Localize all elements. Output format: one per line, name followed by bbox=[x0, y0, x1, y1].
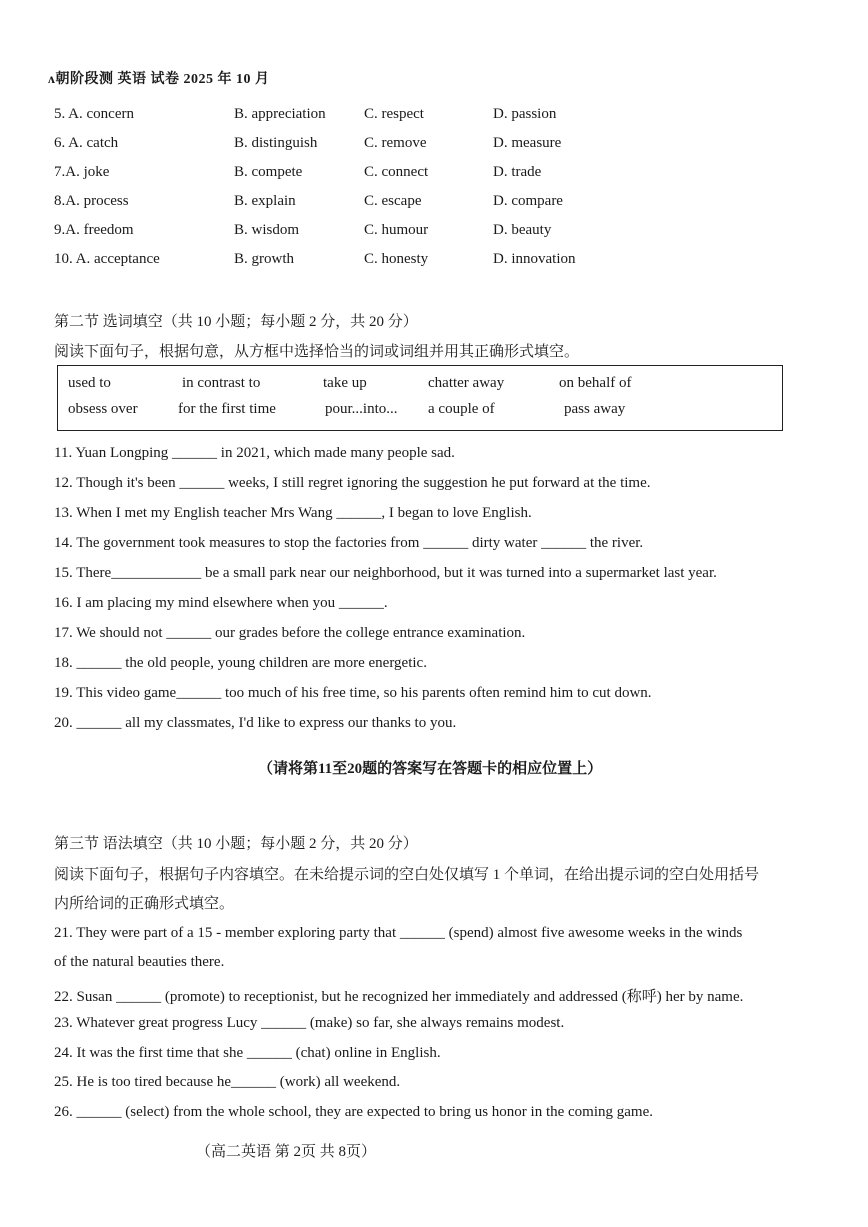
question-26: 26. ______ (select) from the whole school, they are expected to bring us honor in the coming game. bbox=[54, 1104, 654, 1120]
option-d: D. compare bbox=[493, 193, 563, 209]
option-c: C. connect bbox=[364, 164, 429, 180]
question-25: 25. He is too tired because he______ (work) all weekend. bbox=[54, 1074, 401, 1090]
option-d: D. beauty bbox=[493, 222, 552, 238]
exam-header: ʌ朝阶段测 英语 试卷 2025 年 10 月 bbox=[48, 72, 270, 87]
word-box-item: in contrast to bbox=[182, 375, 261, 391]
option-b: B. distinguish bbox=[234, 135, 318, 151]
word-box-item: for the first time bbox=[178, 401, 276, 417]
option-d: D. measure bbox=[493, 135, 562, 151]
option-a: 9.A. freedom bbox=[54, 222, 134, 238]
question-24: 24. It was the first time that she ______ (chat) online in English. bbox=[54, 1045, 441, 1061]
question-23: 23. Whatever great progress Lucy ______ (make) so far, she always remains modest. bbox=[54, 1015, 565, 1031]
section-3-instruction: 阅读下面句子，根据句子内容填空。在未给提示词的空白处仅填写 1 个单词，在给出提示词的空白处用括号 bbox=[54, 867, 760, 883]
word-box-item: chatter away bbox=[428, 375, 505, 391]
option-d: D. innovation bbox=[493, 251, 576, 267]
question-21-cont: of the natural beauties there. bbox=[54, 954, 225, 970]
question-13: 13. When I met my English teacher Mrs Wang ______, I began to love English. bbox=[54, 505, 532, 521]
question-12: 12. Though it's been ______ weeks, I still regret ignoring the suggestion he put forward at the time. bbox=[54, 475, 651, 491]
option-row bbox=[54, 135, 814, 157]
option-b: B. wisdom bbox=[234, 222, 300, 238]
option-b: B. compete bbox=[234, 164, 303, 180]
option-d: D. trade bbox=[493, 164, 542, 180]
option-b: B. appreciation bbox=[234, 106, 326, 122]
option-c: C. remove bbox=[364, 135, 427, 151]
section-3-title: 第三节 语法填空（共 10 小题；每小题 2 分，共 20 分） bbox=[54, 836, 418, 852]
question-17: 17. We should not ______ our grades before the college entrance examination. bbox=[54, 625, 526, 641]
word-box-item: pour...into... bbox=[325, 401, 398, 417]
option-c: C. humour bbox=[364, 222, 429, 238]
option-row bbox=[54, 164, 814, 186]
section-2-title: 第二节 选词填空（共 10 小题；每小题 2 分，共 20 分） bbox=[54, 314, 418, 330]
option-row bbox=[54, 251, 814, 273]
option-c: C. escape bbox=[364, 193, 422, 209]
question-20: 20. ______ all my classmates, I'd like to express our thanks to you. bbox=[54, 715, 457, 731]
word-box-item: on behalf of bbox=[559, 375, 632, 391]
question-16: 16. I am placing my mind elsewhere when you ______. bbox=[54, 595, 388, 611]
option-row bbox=[54, 193, 814, 215]
section-2-instruction: 阅读下面句子，根据句意，从方框中选择恰当的词或词组并用其正确形式填空。 bbox=[54, 344, 580, 360]
option-a: 10. A. acceptance bbox=[54, 251, 160, 267]
option-c: C. respect bbox=[364, 106, 424, 122]
word-box-item: take up bbox=[323, 375, 367, 391]
answer-card-note: （请将第11至20题的答案写在答题卡的相应位置上） bbox=[258, 761, 603, 777]
word-box-item: used to bbox=[68, 375, 111, 391]
option-d: D. passion bbox=[493, 106, 557, 122]
option-a: 5. A. concern bbox=[54, 106, 134, 122]
question-11: 11. Yuan Longping ______ in 2021, which made many people sad. bbox=[54, 445, 455, 461]
question-15: 15. There____________ be a small park near our neighborhood, but it was turned into a supermarket last year. bbox=[54, 565, 717, 581]
section-3-instruction-cont: 内所给词的正确形式填空。 bbox=[54, 896, 235, 912]
option-b: B. growth bbox=[234, 251, 294, 267]
option-a: 6. A. catch bbox=[54, 135, 119, 151]
option-row bbox=[54, 222, 814, 244]
word-box bbox=[57, 365, 783, 431]
word-box-item: obsess over bbox=[68, 401, 138, 417]
question-19: 19. This video game______ too much of his free time, so his parents often remind him to cut down. bbox=[54, 685, 652, 701]
option-a: 8.A. process bbox=[54, 193, 129, 209]
option-c: C. honesty bbox=[364, 251, 429, 267]
word-box-item: a couple of bbox=[428, 401, 495, 417]
question-18: 18. ______ the old people, young children are more energetic. bbox=[54, 655, 427, 671]
question-21: 21. They were part of a 15 - member exploring party that ______ (spend) almost five awesome weeks in the winds bbox=[54, 925, 743, 941]
page-footer: （高二英语 第 2页 共 8页） bbox=[196, 1144, 377, 1160]
question-14: 14. The government took measures to stop the factories from ______ dirty water ______ the river. bbox=[54, 535, 644, 551]
question-22: 22. Susan ______ (promote) to receptionist, but he recognized her immediately and addressed (称呼) her by name. bbox=[54, 989, 744, 1005]
option-b: B. explain bbox=[234, 193, 296, 209]
word-box-item: pass away bbox=[564, 401, 626, 417]
option-a: 7.A. joke bbox=[54, 164, 110, 180]
option-row bbox=[54, 106, 814, 128]
